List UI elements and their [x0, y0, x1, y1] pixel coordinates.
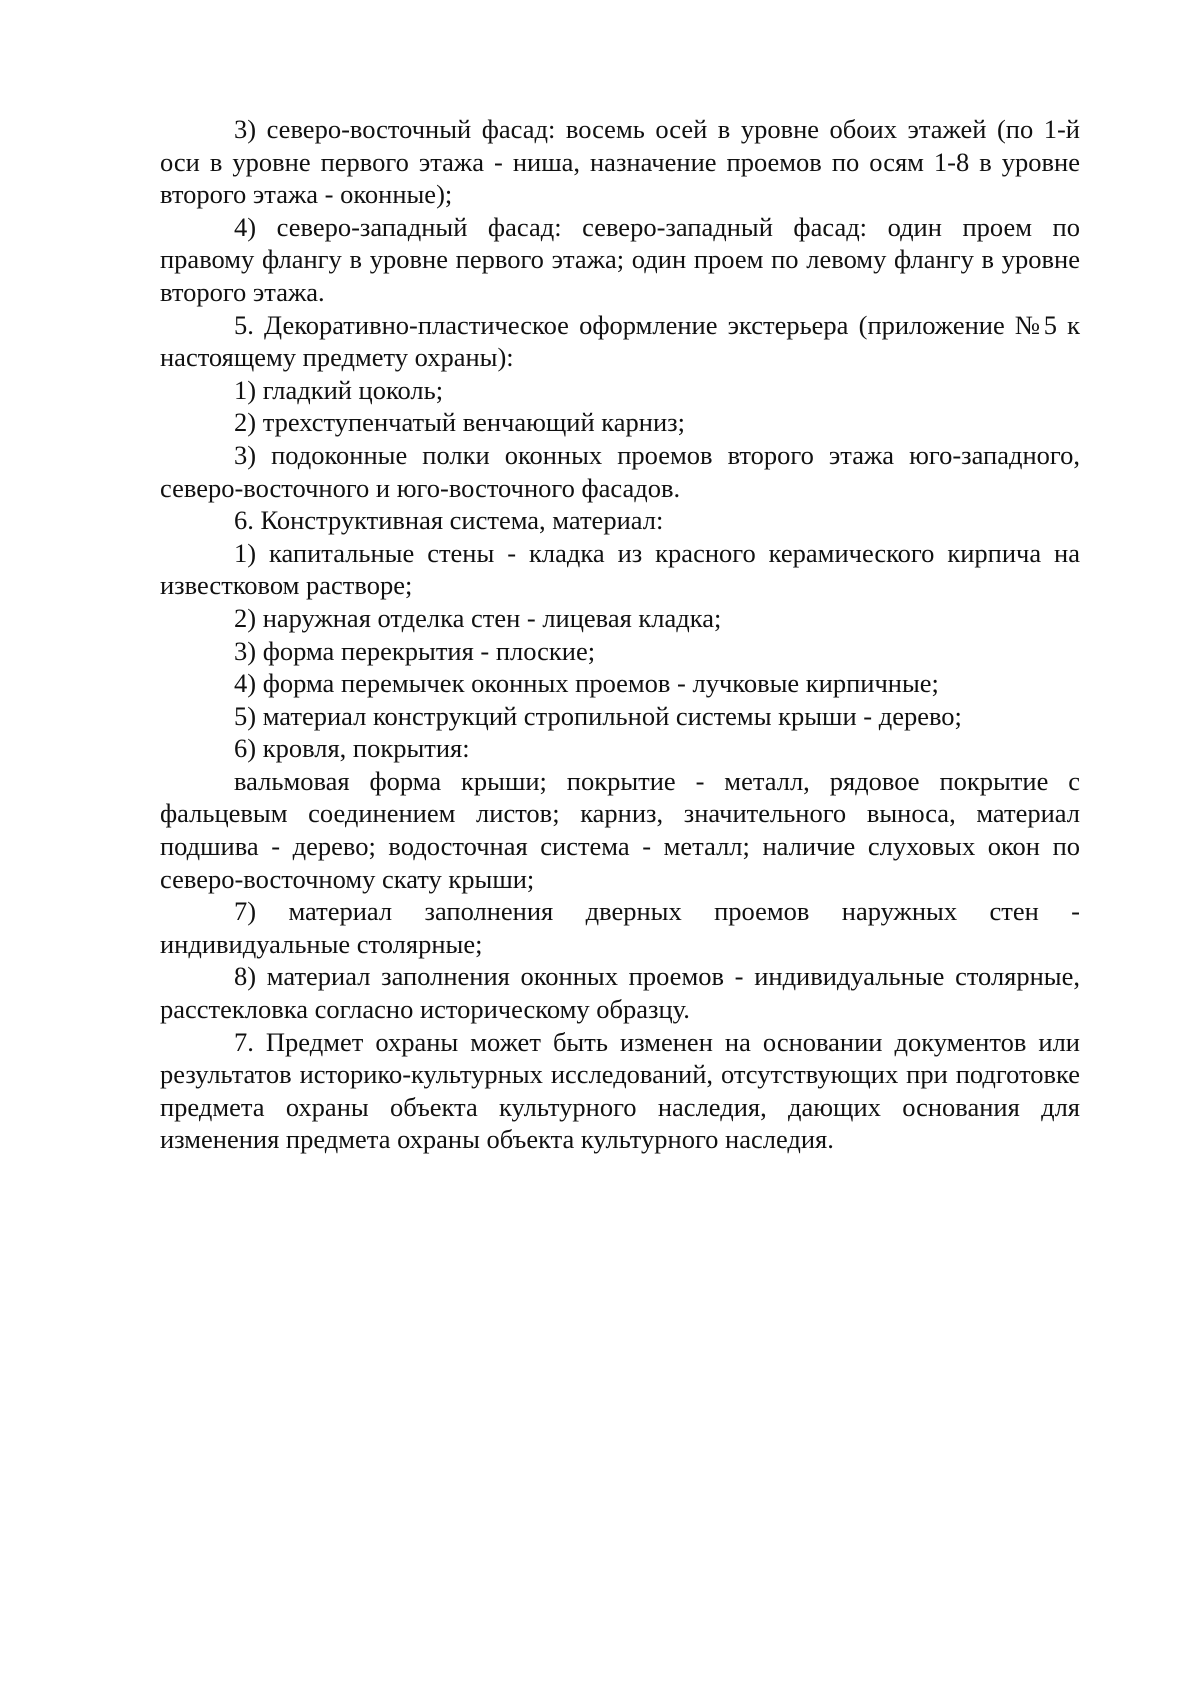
- paragraph-structural-system: 6. Конструктивная система, материал:: [234, 505, 664, 536]
- paragraph-wall-finish: 2) наружная отделка стен - лицевая кладка;: [234, 602, 722, 633]
- paragraph-cornice: 2) трехступенчатый венчающий карниз;: [234, 407, 685, 438]
- paragraph-lintels: 4) форма перемычек оконных проемов - лучковые кирпичные;: [234, 668, 939, 699]
- paragraph-floor-slabs: 3) форма перекрытия - плоские;: [234, 635, 596, 666]
- document-body: [160, 113, 1080, 1156]
- paragraph-window-fill: 8) материал заполнения оконных проемов - индивидуальные столярные, расстекловка согласно историческому образцу.: [160, 961, 1080, 1025]
- paragraph-facade-northwest: 4) северо-западный фасад: северо-западный фасад: один проем по правому флангу в уровне первого этажа; один проем по левому флангу в уровне второго этажа.: [160, 211, 1080, 307]
- paragraph-decorative-exterior: 5. Декоративно-пластическое оформление экстерьера (приложение №5 к настоящему предмету охраны):: [160, 309, 1080, 373]
- paragraph-window-sills: 3) подоконные полки оконных проемов второго этажа юго-западного, северо-восточного и юго-восточного фасадов.: [160, 439, 1080, 503]
- paragraph-roof-details: вальмовая форма крыши; покрытие - металл, рядовое покрытие с фальцевым соединением листов; карниз, значительного выноса, материал подшива - дерево; водосточная система - металл; наличие слуховых окон по северо-восточному скату крыши;: [160, 765, 1080, 894]
- paragraph-rafters: 5) материал конструкций стропильной системы крыши - дерево;: [234, 700, 962, 731]
- paragraph-facade-northeast: 3) северо-восточный фасад: восемь осей в уровне обоих этажей (по 1-й оси в уровне первого этажа - ниша, назначение проемов по осям 1-8 в уровне второго этажа - оконные);: [160, 114, 1080, 210]
- paragraph-door-fill: 7) материал заполнения дверных проемов наружных стен - индивидуальные столярные;: [160, 896, 1080, 959]
- paragraph-plinth: 1) гладкий цоколь;: [234, 374, 444, 405]
- paragraph-amendment: 7. Предмет охраны может быть изменен на основании документов или результатов историко-культурных исследований, отсутствующих при подготовке предмета охраны объекта культурного наследия, дающих основания для изменения предмета охраны объекта культурного наследия.: [160, 1026, 1080, 1155]
- paragraph-walls: 1) капитальные стены - кладка из красного керамического кирпича на известковом растворе;: [160, 537, 1080, 601]
- paragraph-roofing: 6) кровля, покрытия:: [234, 733, 470, 764]
